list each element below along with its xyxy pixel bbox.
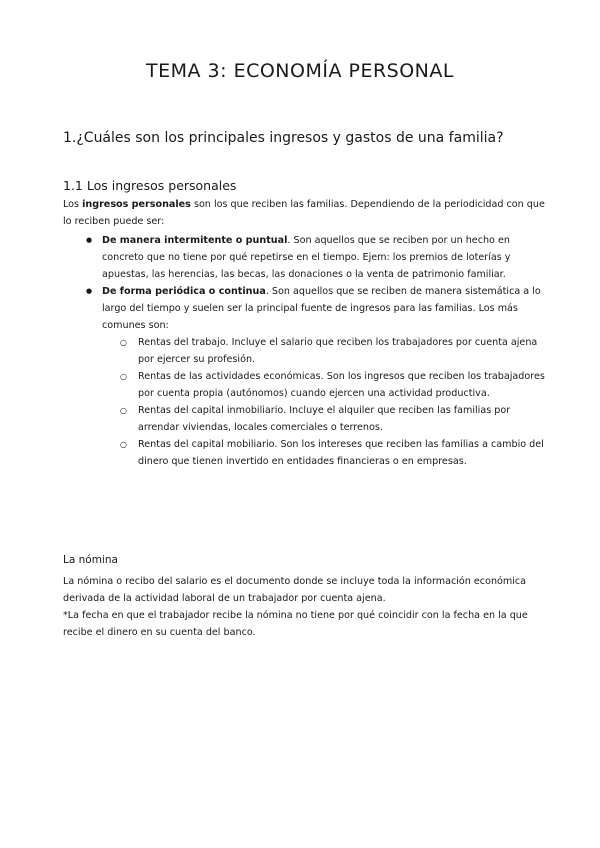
- sublist-item: ○ Rentas del trabajo. Incluye el salario que reciben los trabajadores por cuenta ajena por ejercer su profesión.: [102, 334, 550, 368]
- list-item-term: De forma periódica o continua: [102, 286, 266, 297]
- sublist-item: ○ Rentas del capital mobiliario. Son los intereses que reciben las familias a cambio del dinero que tienen invertido en entidades financieras o en empresas.: [102, 436, 550, 470]
- nomina-paragraph: La nómina o recibo del salario es el documento donde se incluye toda la información económica derivada de la actividad laboral de un trabajador por cuenta ajena.: [63, 576, 527, 604]
- intro-text-post: son los que reciben las familias. Dependiendo de la periodicidad con que lo reciben puede ser:: [63, 199, 545, 227]
- list-item-term: De manera intermitente o puntual: [102, 235, 288, 246]
- list-item-text: . Son aquellos que se reciben de manera sistemática a lo largo del tiempo y suelen ser la principal fuente de ingresos para las familias. Los más comunes son:: [102, 286, 541, 331]
- nomina-heading: La nómina: [63, 554, 118, 566]
- intro-paragraph: [63, 196, 553, 230]
- page-title: TEMA 3: ECONOMÍA PERSONAL: [146, 60, 454, 82]
- sublist-item: ○ Rentas de las actividades económicas. Son los ingresos que reciben los trabajadores por cuenta propia (autónomos) cuando ejercen una actividad productiva.: [102, 368, 550, 402]
- income-type-list: [80, 232, 550, 470]
- list-item: [80, 232, 550, 283]
- list-item: [80, 283, 550, 470]
- question-heading: 1.¿Cuáles son los principales ingresos y gastos de una familia?: [63, 130, 504, 146]
- list-item-text: . Son aquellos que se reciben por un hecho en concreto que no tiene por qué repetirse en el tiempo. Ejem: los premios de loterías y apuestas, las herencias, las becas, las donaciones o la venta de patrimonio familiar.: [102, 235, 511, 280]
- intro-text-pre: Los: [63, 199, 83, 210]
- income-sublist: [102, 334, 550, 470]
- nomina-note: *La fecha en que el trabajador recibe la nómina no tiene por qué coincidir con la fecha en la que recibe el dinero en su cuenta del banco.: [63, 610, 528, 638]
- nomina-body: [63, 573, 553, 641]
- sublist-item: ○ Rentas del capital inmobiliario. Incluye el alquiler que reciben las familias por arrendar viviendas, locales comerciales o terrenos.: [102, 402, 550, 436]
- intro-bold-term: ingresos personales: [82, 199, 191, 210]
- section-heading: 1.1 Los ingresos personales: [63, 178, 237, 193]
